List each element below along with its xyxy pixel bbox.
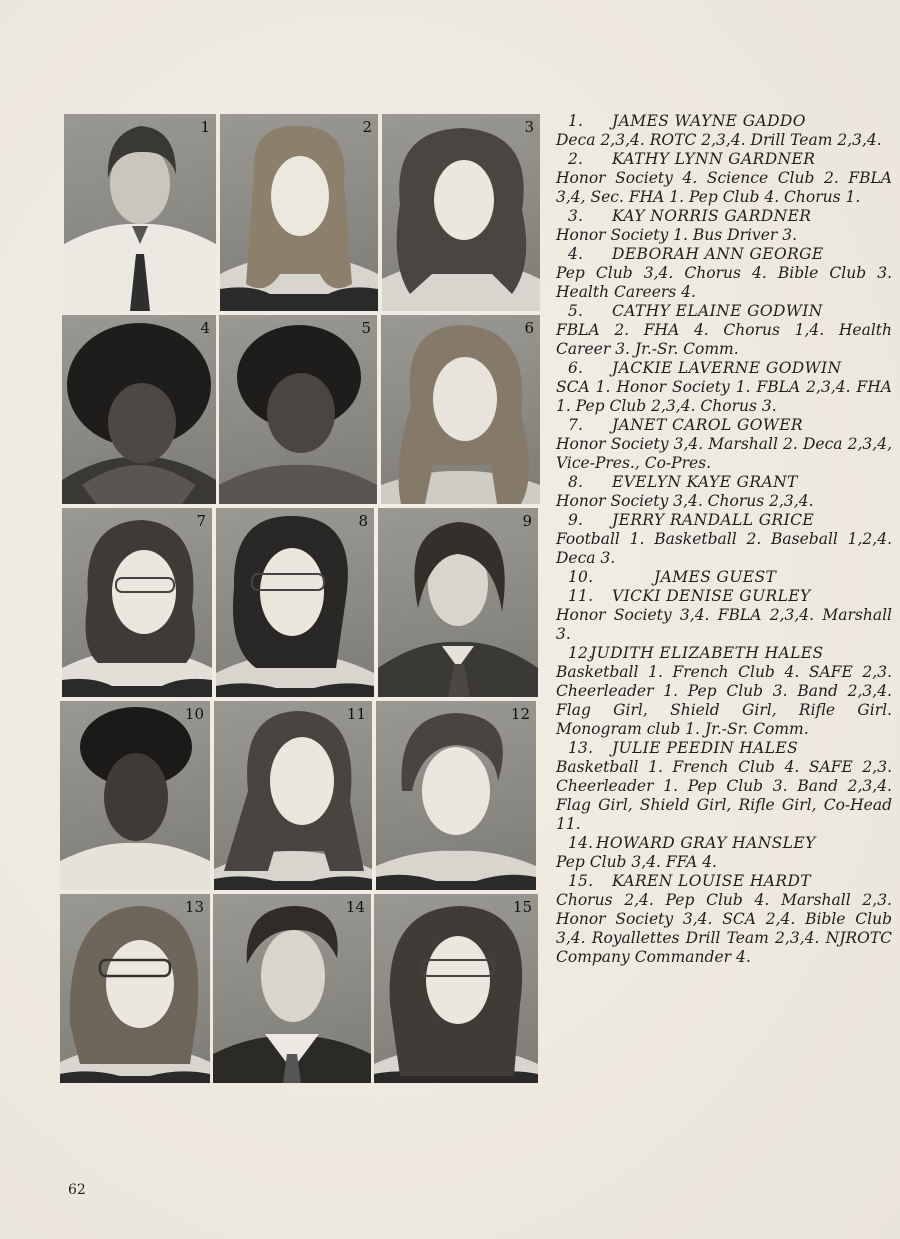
student-name: DEBORAH ANN GEORGE (612, 245, 824, 263)
student-activities: Honor Society 3,4. Marshall 2. Deca 2,3,4, Vice-Pres., Co-Pres. (556, 435, 892, 472)
student-entry (556, 587, 892, 644)
student-name: KAREN LOUISE HARDT (612, 872, 812, 890)
photo-number: 2 (362, 118, 372, 136)
portrait-male-icon (60, 701, 210, 890)
student-activities: Football 1. Basketball 2. Baseball 1,2,4. Deca 3. (556, 530, 892, 567)
photo-number: 13 (184, 898, 204, 916)
entry-number: 10. (568, 568, 594, 586)
portrait-photo (214, 701, 372, 890)
student-entry (556, 416, 892, 473)
portrait-photo (216, 508, 374, 697)
photo-number: 9 (522, 512, 532, 530)
student-name: KAY NORRIS GARDNER (612, 207, 812, 225)
entry-number: 7. (568, 416, 584, 434)
portrait-female-icon (382, 114, 540, 311)
entry-number: 9. (568, 511, 584, 529)
entry-number: 1. (568, 112, 584, 130)
student-entry (556, 112, 892, 150)
student-activities: Basketball 1. French Club 4. SAFE 2,3. Cheerleader 1. Pep Club 3. Band 2,3,4. Flag Girl, Shield Girl, Rifle Girl, Co-Head 11. (556, 758, 892, 833)
entry-number: 3. (568, 207, 584, 225)
student-entry (556, 245, 892, 302)
student-entry (556, 150, 892, 207)
portrait-photo (60, 894, 210, 1083)
student-entry (556, 834, 892, 872)
student-name: JERRY RANDALL GRICE (612, 511, 815, 529)
student-name: JULIE PEEDIN HALES (612, 739, 799, 757)
portrait-female-icon (62, 315, 216, 504)
student-activities: FBLA 2. FHA 4. Chorus 1,4. Health Career 3. Jr.-Sr. Comm. (556, 321, 892, 358)
portrait-photo (376, 701, 536, 890)
student-name: JANET CAROL GOWER (612, 416, 804, 434)
portrait-female-icon (376, 701, 536, 890)
student-activities: Pep Club 3,4. Chorus 4. Bible Club 3. Health Careers 4. (556, 264, 892, 301)
photo-number: 11 (346, 705, 366, 723)
portrait-photo (382, 114, 540, 311)
portrait-photo (213, 894, 371, 1083)
student-entry (556, 872, 892, 967)
entry-number: 2. (568, 150, 584, 168)
student-name: JAMES WAYNE GADDO (612, 112, 806, 130)
student-activities: Deca 2,3,4. ROTC 2,3,4. Drill Team 2,3,4. (556, 131, 882, 149)
student-entry (556, 511, 892, 568)
photo-number: 3 (524, 118, 534, 136)
student-activities: Basketball 1. French Club 4. SAFE 2,3. Cheerleader 1. Pep Club 3. Band 2,3,4. Flag Girl, Shield Girl, Rifle Girl. Monogram club 1. Jr.-Sr. Comm. (556, 663, 892, 738)
portrait-male-icon (64, 114, 216, 311)
student-activities-list (556, 112, 892, 967)
entry-number: 15. (568, 872, 594, 890)
entry-number: 6. (568, 359, 584, 377)
student-activities: Honor Society 1. Bus Driver 3. (556, 226, 797, 244)
portrait-female-icon (381, 315, 540, 504)
portrait-photo (378, 508, 538, 697)
student-name: KATHY LYNN GARDNER (612, 150, 816, 168)
portrait-female-icon (214, 701, 372, 890)
student-name: JUDITH ELIZABETH HALES (590, 644, 824, 662)
portrait-female-icon (219, 315, 377, 504)
student-entry (556, 644, 892, 739)
photo-number: 6 (524, 319, 534, 337)
portrait-photo (62, 508, 212, 697)
portrait-female-icon (374, 894, 538, 1083)
portrait-photo (64, 114, 216, 311)
portrait-male-icon (213, 894, 371, 1083)
entry-number: 4. (568, 245, 584, 263)
photo-number: 14 (345, 898, 365, 916)
student-name: CATHY ELAINE GODWIN (612, 302, 823, 320)
portrait-photo (381, 315, 540, 504)
portrait-male-icon (378, 508, 538, 697)
entry-number: 12. (568, 644, 594, 662)
student-entry (556, 207, 892, 245)
student-activities: SCA 1. Honor Society 1. FBLA 2,3,4. FHA 1. Pep Club 2,3,4. Chorus 3. (556, 378, 892, 415)
photo-number: 1 (200, 118, 210, 136)
student-name: HOWARD GRAY HANSLEY (596, 834, 816, 852)
student-entry (556, 739, 892, 834)
photo-number: 12 (510, 705, 530, 723)
student-activities: Pep Club 3,4. FFA 4. (556, 853, 717, 871)
portrait-photo (220, 114, 378, 311)
student-entry (556, 302, 892, 359)
student-name: JAMES GUEST (654, 568, 777, 586)
portrait-photo (60, 701, 210, 890)
entry-number: 13. (568, 739, 594, 757)
student-name: JACKIE LAVERNE GODWIN (612, 359, 842, 377)
portrait-photo (219, 315, 377, 504)
entry-number: 11. (568, 587, 594, 605)
student-activities: Honor Society 4. Science Club 2. FBLA 3,4, Sec. FHA 1. Pep Club 4. Chorus 1. (556, 169, 892, 206)
student-entry (556, 359, 892, 416)
student-entry (556, 473, 892, 511)
portrait-photo (374, 894, 538, 1083)
student-activities: Honor Society 3,4. Chorus 2,3,4. (556, 492, 814, 510)
photo-number: 10 (184, 705, 204, 723)
student-activities: Chorus 2,4. Pep Club 4. Marshall 2,3. Honor Society 3,4. SCA 2,4. Bible Club 3,4. Royallettes Drill Team 2,3,4. NJROTC Company Commander 4. (556, 891, 892, 966)
portrait-female-icon (60, 894, 210, 1083)
entry-number: 5. (568, 302, 584, 320)
portrait-female-icon (220, 114, 378, 311)
photo-number: 8 (358, 512, 368, 530)
entry-number: 8. (568, 473, 584, 491)
student-name: VICKI DENISE GURLEY (612, 587, 811, 605)
student-activities: Honor Society 3,4. FBLA 2,3,4. Marshall 3. (556, 606, 892, 643)
student-name: EVELYN KAYE GRANT (612, 473, 798, 491)
portrait-photo (62, 315, 216, 504)
page-number: 62 (68, 1182, 86, 1198)
photo-number: 7 (196, 512, 206, 530)
portrait-female-icon (216, 508, 374, 697)
photo-number: 4 (200, 319, 210, 337)
photo-number: 15 (512, 898, 532, 916)
portrait-female-icon (62, 508, 212, 697)
entry-number: 14. (568, 834, 594, 852)
photo-number: 5 (361, 319, 371, 337)
student-entry (556, 568, 892, 587)
